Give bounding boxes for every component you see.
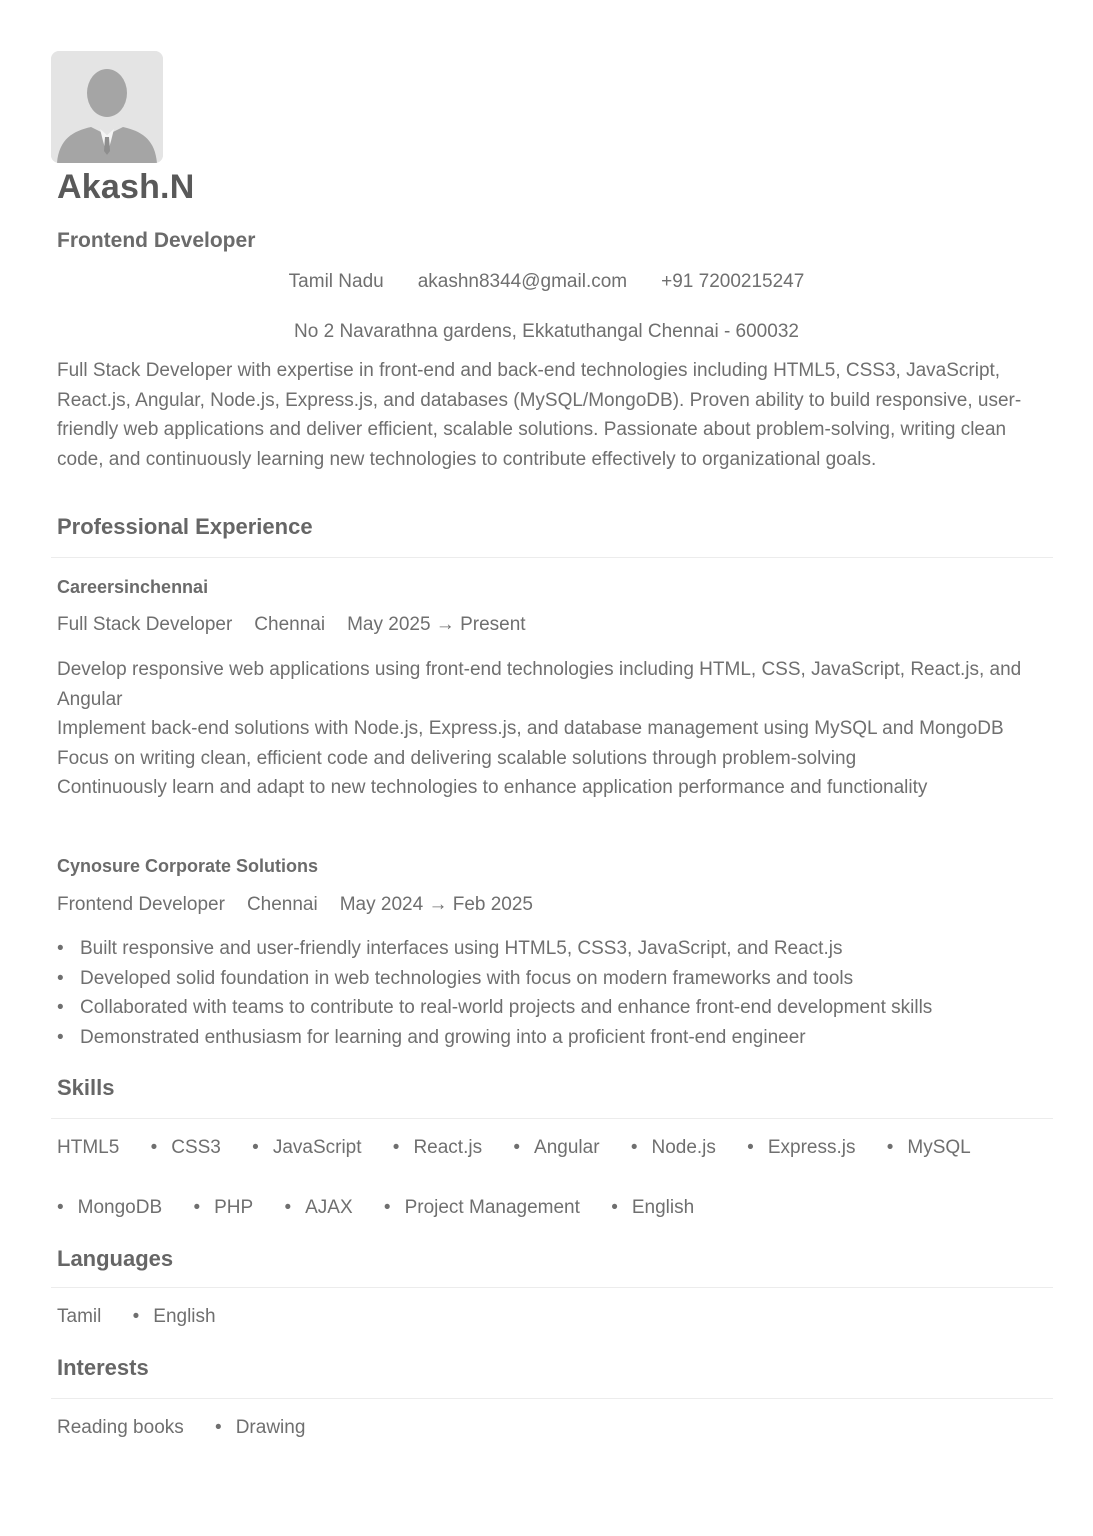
list-item: • Developed solid foundation in web technologies with focus on modern frameworks and tools — [57, 964, 1047, 994]
profile-summary: Full Stack Developer with expertise in front-end and back-end technologies including HTML5, CSS3, JavaScript, React.js, Angular, Node.js, Express.js, and databases (MySQL/MongoDB). Proven ability to build responsive, user-friendly web applications and deliver efficient, scalable solutions. Passionate about problem-solving, writing clean code, and continuously learning new technologies to contribute effectively to organizational goals. — [57, 360, 1022, 470]
section-title-skills: Skills — [57, 1075, 115, 1100]
list-item: Focus on writing clean, efficient code and delivering scalable solutions through problem-solving — [57, 747, 857, 769]
section-divider — [51, 1287, 1053, 1288]
job-dates: May 2024 → Feb 2025 — [339, 894, 534, 915]
skill-item: • Angular — [487, 1137, 599, 1159]
skills-list — [57, 1137, 971, 1159]
contact-row — [0, 271, 1093, 293]
section-title-experience: Professional Experience — [57, 514, 313, 539]
job-location: Chennai — [254, 614, 326, 635]
company-name: Careersinchennai — [57, 577, 209, 597]
section-title-languages: Languages — [57, 1246, 174, 1271]
job-role: Frontend Developer — [57, 894, 225, 915]
section-title-interests: Interests — [57, 1355, 149, 1380]
interests-list — [57, 1417, 305, 1439]
section-divider — [51, 557, 1053, 558]
skill-item: • PHP — [167, 1197, 253, 1219]
user-silhouette-icon — [51, 51, 163, 163]
list-item: • Collaborated with teams to contribute to real-world projects and enhance front-end development skills — [57, 993, 1047, 1023]
section-divider — [51, 1398, 1053, 1399]
list-item: Implement back-end solutions with Node.js, Express.js, and database management using MySQL and MongoDB — [57, 718, 1004, 740]
language-item: • English — [107, 1306, 216, 1328]
avatar — [51, 51, 163, 163]
job-responsibilities — [57, 934, 1047, 1052]
job-meta — [57, 894, 533, 916]
job-meta — [57, 614, 526, 636]
list-item: • Demonstrated enthusiasm for learning and growing into a proficient front-end engineer — [57, 1023, 1047, 1053]
list-item: Continuously learn and adapt to new technologies to enhance application performance and functionality — [57, 777, 928, 799]
contact-address-row — [0, 321, 1093, 343]
skill-item: • MySQL — [861, 1137, 971, 1159]
skill-item: HTML5 — [57, 1137, 120, 1158]
contact-email[interactable]: akashn8344@gmail.com — [417, 271, 628, 292]
job-responsibilities — [57, 655, 1042, 803]
job-title: Frontend Developer — [57, 229, 256, 252]
section-divider — [51, 1118, 1053, 1119]
skill-item: • English — [585, 1197, 694, 1219]
job-location: Chennai — [246, 894, 318, 915]
candidate-name: Akash.N — [57, 168, 195, 206]
skill-item: • CSS3 — [125, 1137, 221, 1159]
contact-location: Tamil Nadu — [288, 271, 384, 292]
contact-phone[interactable]: +91 7200215247 — [661, 271, 805, 292]
skill-item: • Project Management — [358, 1197, 580, 1219]
skill-item: • React.js — [367, 1137, 482, 1159]
job-dates: May 2025 → Present — [347, 614, 526, 635]
skill-item: • MongoDB — [57, 1197, 162, 1219]
language-item: Tamil — [57, 1306, 102, 1327]
interest-item: • Drawing — [189, 1417, 305, 1439]
list-item: • Built responsive and user-friendly interfaces using HTML5, CSS3, JavaScript, and React.js — [57, 934, 1047, 964]
skill-item: • JavaScript — [226, 1137, 361, 1159]
company-name: Cynosure Corporate Solutions — [57, 856, 319, 876]
contact-address: No 2 Navarathna gardens, Ekkatuthangal Chennai - 600032 — [294, 321, 799, 342]
skills-list — [57, 1197, 694, 1219]
skill-item: • Node.js — [605, 1137, 716, 1159]
skill-item: • AJAX — [258, 1197, 352, 1219]
skill-item: • Express.js — [721, 1137, 855, 1159]
interest-item: Reading books — [57, 1417, 184, 1438]
list-item: Develop responsive web applications using front-end technologies including HTML, CSS, JavaScript, React.js, and Angular — [57, 659, 1022, 710]
languages-list — [57, 1306, 216, 1328]
job-role: Full Stack Developer — [57, 614, 233, 635]
